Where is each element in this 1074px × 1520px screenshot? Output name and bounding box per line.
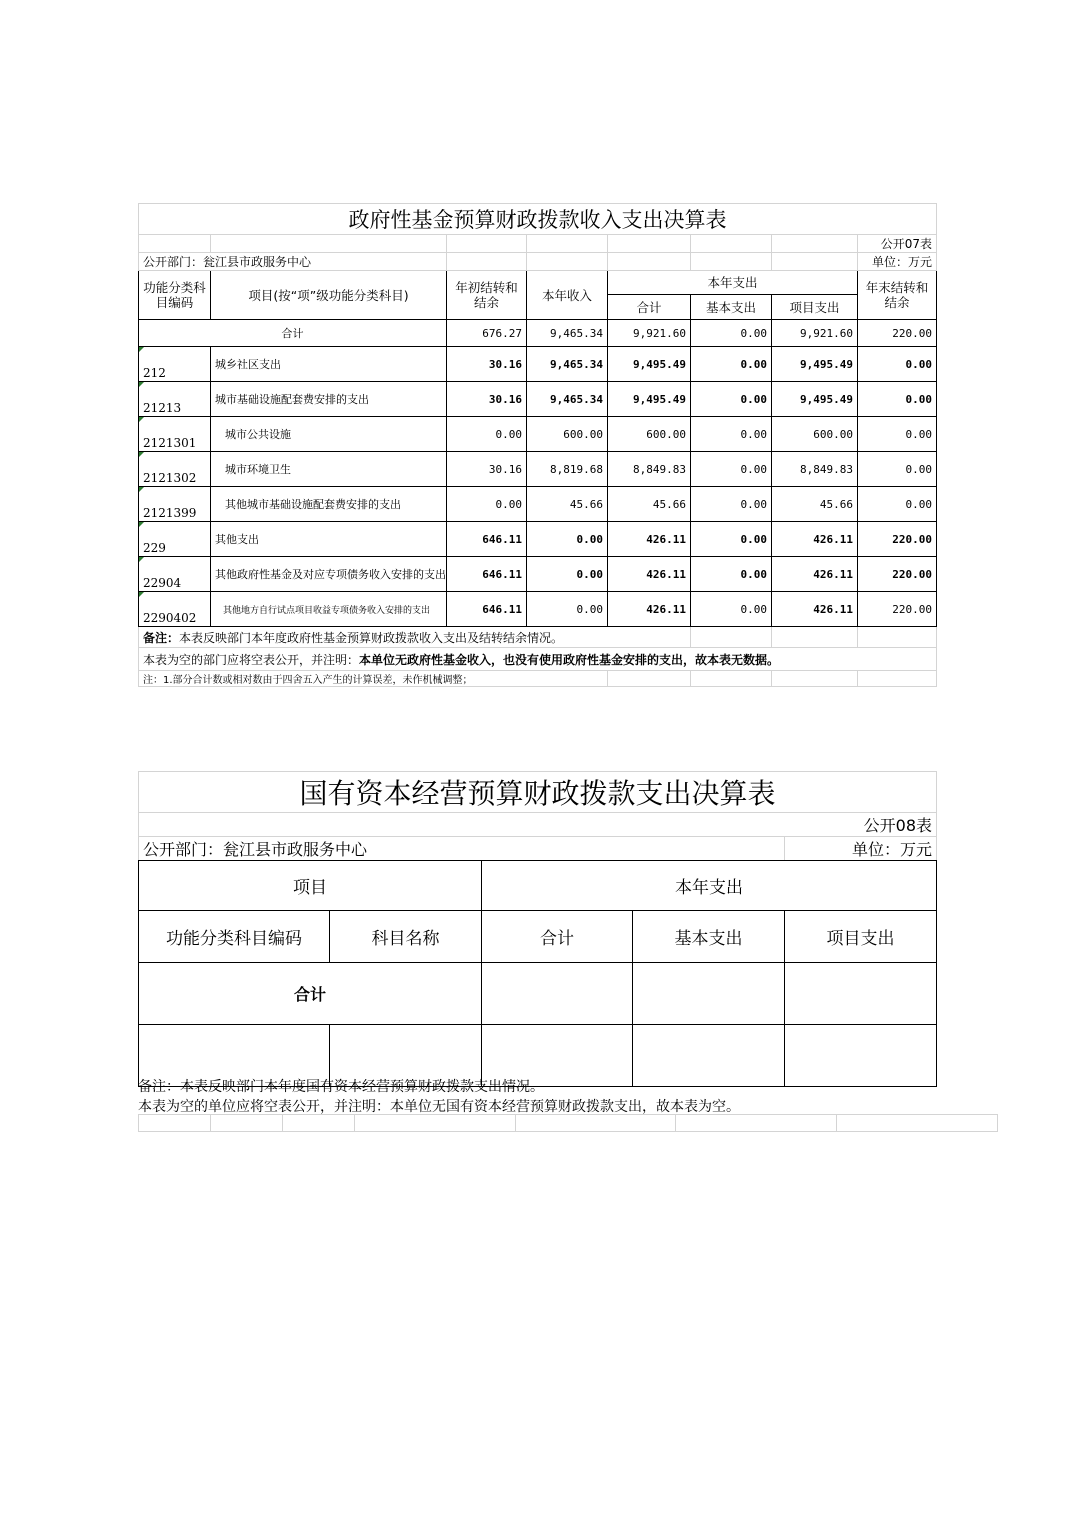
total-project: 9,921.60	[772, 320, 858, 347]
table07-title: 政府性基金预算财政拨款收入支出决算表	[139, 204, 937, 235]
row-code: 21213	[139, 382, 211, 417]
t08-total-label: 合计	[139, 963, 482, 1025]
row-income: 600.00	[527, 417, 608, 452]
row-end: 0.00	[858, 452, 937, 487]
t08-header-project: 项目支出	[785, 911, 937, 963]
table-row	[139, 417, 937, 452]
row-basic: 0.00	[691, 452, 772, 487]
t08-empty-cell	[633, 1025, 785, 1087]
row-end: 220.00	[858, 557, 937, 592]
row-project: 600.00	[772, 417, 858, 452]
table07-total-row	[139, 320, 937, 347]
table-row	[139, 592, 937, 627]
table07: 政府性基金预算财政拨款收入支出决算表 公开07表 公开部门：瓮江县市政服务中心 单位：万元 功能分类科目编码 项目(按“项”级功能分类科目) 年初结转和结余 本年收入 本年支出 年末结转和结余 合计 基本支出 项目支出 合计 676.27 9,465.34 9,921.60 0.00 9,921.60 220.00 212 城乡社区支出 30.16 9,465.34 9,495.49 0.00 9,495.49 0.00 21213 城市基础设施配套费安排的支出 30.16 9,465.34 9,495.49 0.00 9,495.49 0.00 2121301 城市公共设施 0.00 600.00 600.00 0.00 600.00 0.00 2121302 城市环境卫生 30.16 8,819.68 8,849.83 0.00 8,849.83 0.00 2121399 其他城市基础设施配套费安排的支出 0.00 45.66 45.66 0.00 45.66 0.00 229 其他支出 646.11 0.00 426.11 0.00 426.11 220.00 22904 其他政府性基金及对应专项债务收入安排的支出 646.11 0.00 426.11 0.00 426.11 220.00 2290402 其他地方自行试点项目收益专项债务收入安排的支出 646.11 0.00 426.11 0.00 426.11 220.00 备注：本表反映部门本年度政府性基金预算财政拨款收入支出及结转结余情况。 本表为空的部门应将空表公开，并注明：本单位无政府性基金收入，也没有使用政府性基金安排的支出，故本表无数据。 注：1.部分合计数或相对数由于四舍五入产生的计算误差，未作机械调整；	[138, 203, 937, 687]
row-code: 2121399	[139, 487, 211, 522]
row-name: 城市公共设施	[211, 417, 447, 452]
header-expense-total: 合计	[608, 295, 691, 320]
row-end: 220.00	[858, 522, 937, 557]
header-code: 功能分类科目编码	[139, 271, 211, 320]
header-expense-basic: 基本支出	[691, 295, 772, 320]
total-begin: 676.27	[447, 320, 527, 347]
row-code: 2121301	[139, 417, 211, 452]
t08-total-cell	[482, 963, 633, 1025]
row-end: 0.00	[858, 382, 937, 417]
row-basic: 0.00	[691, 382, 772, 417]
row-income: 0.00	[527, 557, 608, 592]
table-row	[139, 382, 937, 417]
row-name: 城市环境卫生	[211, 452, 447, 487]
row-income: 0.00	[527, 522, 608, 557]
row-begin: 30.16	[447, 347, 527, 382]
table07-note2-bold: 本单位无政府性基金收入，也没有使用政府性基金安排的支出，故本表无数据。	[359, 652, 780, 667]
row-begin: 646.11	[447, 557, 527, 592]
row-project: 9,495.49	[772, 347, 858, 382]
row-begin: 646.11	[447, 522, 527, 557]
row-total: 426.11	[608, 592, 691, 627]
row-total: 9,495.49	[608, 382, 691, 417]
table08-sheet	[138, 771, 936, 1115]
header-expense-project: 项目支出	[772, 295, 858, 320]
table08-title: 国有资本经营预算财政拨款支出决算表	[139, 772, 937, 813]
row-begin: 30.16	[447, 382, 527, 417]
row-project: 426.11	[772, 557, 858, 592]
table08	[138, 771, 937, 1087]
table07-unit: 单位：万元	[858, 253, 937, 271]
t08-header-total: 合计	[482, 911, 633, 963]
row-begin: 646.11	[447, 592, 527, 627]
row-name: 其他政府性基金及对应专项债务收入安排的支出	[211, 557, 447, 592]
table-row	[139, 557, 937, 592]
row-basic: 0.00	[691, 487, 772, 522]
row-code: 22904	[139, 557, 211, 592]
row-basic: 0.00	[691, 417, 772, 452]
row-name: 其他地方自行试点项目收益专项债务收入安排的支出	[211, 592, 447, 627]
t08-header-subject: 科目名称	[330, 911, 482, 963]
table07-note1-text: 本表反映部门本年度政府性基金预算财政拨款收入支出及结转结余情况。	[179, 630, 564, 645]
row-total: 426.11	[608, 522, 691, 557]
table07-note2-prefix: 本表为空的部门应将空表公开，并注明：	[143, 652, 360, 667]
row-total: 8,849.83	[608, 452, 691, 487]
row-code: 2121302	[139, 452, 211, 487]
header-income: 本年收入	[527, 271, 608, 320]
row-project: 45.66	[772, 487, 858, 522]
row-project: 8,849.83	[772, 452, 858, 487]
row-begin: 0.00	[447, 487, 527, 522]
table-row	[139, 522, 937, 557]
row-begin: 0.00	[447, 417, 527, 452]
t08-header-item: 项目	[139, 861, 482, 911]
row-basic: 0.00	[691, 557, 772, 592]
row-name: 城市基础设施配套费安排的支出	[211, 382, 447, 417]
row-begin: 30.16	[447, 452, 527, 487]
row-total: 426.11	[608, 557, 691, 592]
row-project: 426.11	[772, 522, 858, 557]
row-name: 其他支出	[211, 522, 447, 557]
table07-department: 公开部门：瓮江县市政服务中心	[139, 253, 447, 271]
row-income: 8,819.68	[527, 452, 608, 487]
t08-basic-cell	[633, 963, 785, 1025]
total-label: 合计	[139, 320, 447, 347]
row-total: 9,495.49	[608, 347, 691, 382]
row-total: 45.66	[608, 487, 691, 522]
header-begin-balance: 年初结转和结余	[447, 271, 527, 320]
row-basic: 0.00	[691, 592, 772, 627]
total-income: 9,465.34	[527, 320, 608, 347]
row-end: 0.00	[858, 487, 937, 522]
table-row	[139, 452, 937, 487]
t08-project-cell	[785, 963, 937, 1025]
row-end: 0.00	[858, 417, 937, 452]
row-name: 城乡社区支出	[211, 347, 447, 382]
t08-header-basic: 基本支出	[633, 911, 785, 963]
table07-note3: 注：1.部分合计数或相对数由于四舍五入产生的计算误差，未作机械调整；	[139, 671, 608, 687]
row-income: 45.66	[527, 487, 608, 522]
row-basic: 0.00	[691, 347, 772, 382]
total-end: 220.00	[858, 320, 937, 347]
row-income: 0.00	[527, 592, 608, 627]
table07-sheet	[138, 203, 936, 687]
row-income: 9,465.34	[527, 347, 608, 382]
row-code: 229	[139, 522, 211, 557]
row-code: 2290402	[139, 592, 211, 627]
row-basic: 0.00	[691, 522, 772, 557]
row-income: 9,465.34	[527, 382, 608, 417]
row-name: 其他城市基础设施配套费安排的支出	[211, 487, 447, 522]
table07-form-no: 公开07表	[858, 235, 937, 253]
header-item: 项目(按“项”级功能分类科目)	[211, 271, 447, 320]
table08-note1: 备注：本表反映部门本年度国有资本经营预算财政拨款支出情况。	[138, 1079, 544, 1095]
t08-header-expense-group: 本年支出	[482, 861, 937, 911]
total-basic: 0.00	[691, 320, 772, 347]
row-project: 9,495.49	[772, 382, 858, 417]
t08-empty-cell	[785, 1025, 937, 1087]
table-row	[139, 347, 937, 382]
header-end-balance: 年末结转和结余	[858, 271, 937, 320]
header-expense-group: 本年支出	[608, 271, 858, 295]
table08-department: 公开部门：瓮江县市政服务中心	[139, 837, 785, 861]
row-end: 220.00	[858, 592, 937, 627]
table08-form-no: 公开08表	[139, 813, 937, 837]
total-expense: 9,921.60	[608, 320, 691, 347]
row-end: 0.00	[858, 347, 937, 382]
table08-note2: 本表为空的单位应将空表公开，并注明：本单位无国有资本经营预算财政拨款支出，故本表为空。	[138, 1099, 740, 1115]
table08-unit: 单位：万元	[785, 837, 937, 861]
t08-header-code: 功能分类科目编码	[139, 911, 330, 963]
row-code: 212	[139, 347, 211, 382]
row-project: 426.11	[772, 592, 858, 627]
table-row	[139, 487, 937, 522]
table08-tail-grid	[138, 1114, 998, 1132]
row-total: 600.00	[608, 417, 691, 452]
